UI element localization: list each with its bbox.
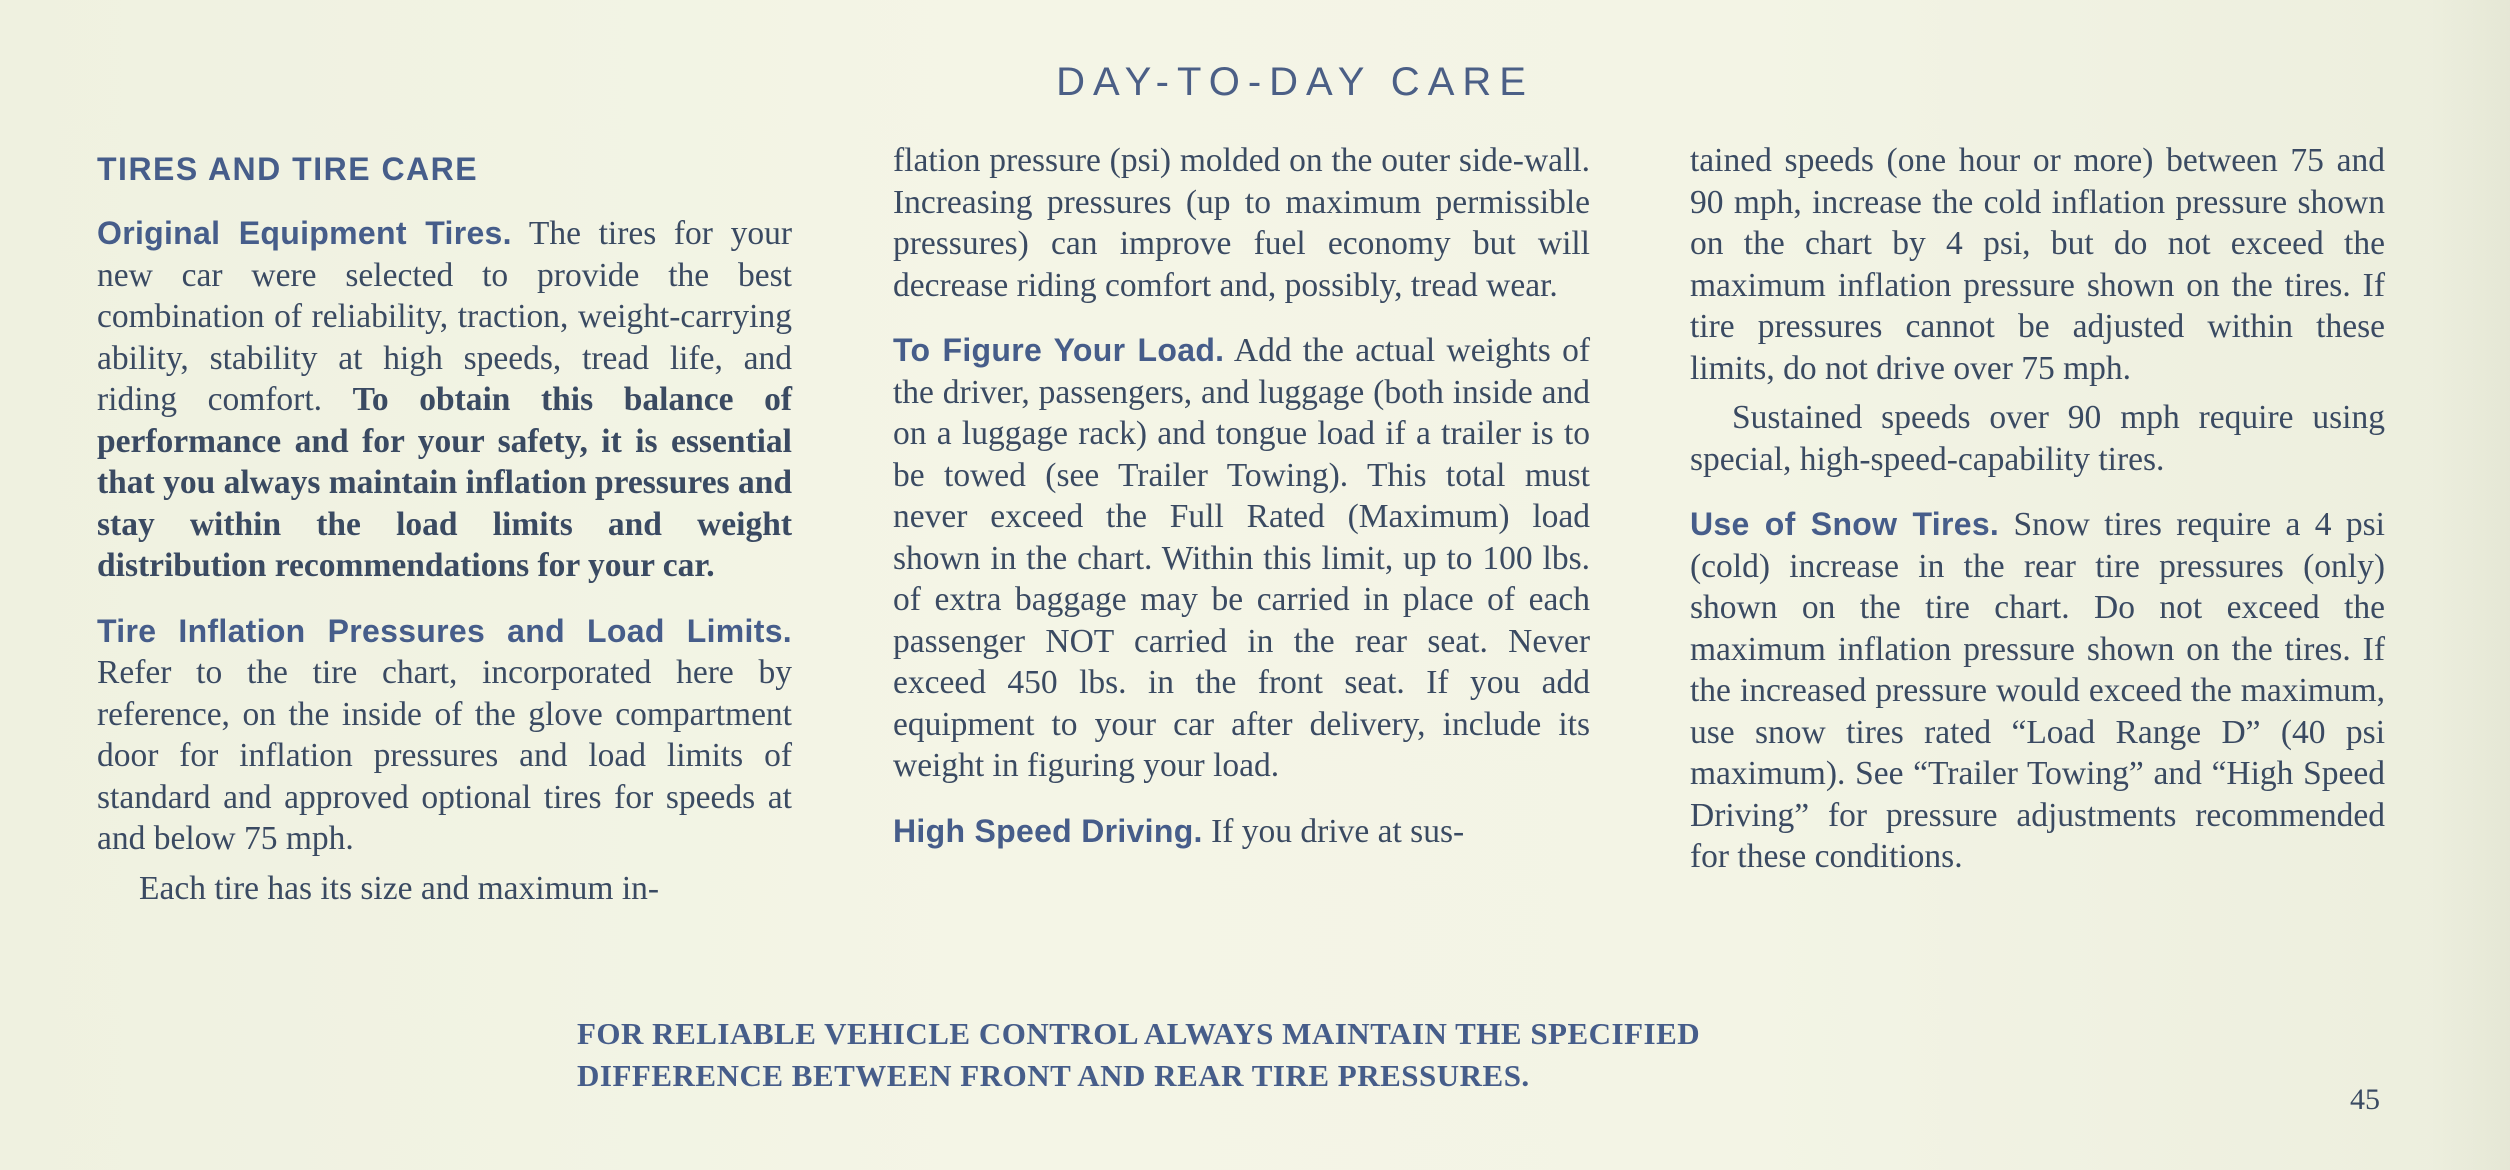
page-fold-shadow [2430,0,2510,1170]
run-in-heading: Original Equipment Tires. [97,215,512,251]
paragraph-text: Snow tires require a 4 psi (cold) increase in the rear tire pressures (only) shown on the tire chart. Do not exceed the maximum inflation pressure shown on the tires. If the increased pressure would exceed the maximum, use snow tires rated “Load Range D” (40 psi maximum). See “Trailer Towing” and “High Speed Driving” for pressure adjustments recommended for these conditions. [1690,506,2385,875]
page-title: DAY-TO-DAY CARE [1056,60,1534,104]
safety-emphasis-text: To obtain this balance of performance and for your safety, it is essential that you always maintain inflation pressures and stay within the load limits and weight distribution recommendations for your car. [97,381,792,584]
run-in-heading: High Speed Driving. [893,812,1203,849]
paragraph-original-equipment-tires [97,213,792,587]
paragraph-sustained-speeds: tained speeds (one hour or more) between 75 and 90 mph, increase the cold inflation pressure shown on the chart by 4 psi, but do not exceed the maximum inflation pressure shown on the tires. If tire pressures cannot be adjusted within these limits, do not drive over 75 mph. [1690,142,2385,387]
section-heading: TIRES AND TIRE CARE [97,151,479,187]
column-right [1690,140,2385,902]
paragraph-inflation-continued: flation pressure (psi) molded on the outer side-wall. Increasing pressures (up to maximum permissible pressures) can improve fuel economy but will decrease riding comfort and, possibly, tread wear. [893,142,1590,304]
paragraph-text: Refer to the tire chart, incorporated here by reference, on the inside of the glove compartment door for inflation pressures and load limits of standard and approved optional tires for speeds at and below 75 mph. [97,654,792,857]
paragraph-figure-your-load [893,330,1590,787]
safety-warning-line: DIFFERENCE BETWEEN FRONT AND REAR TIRE PRESSURES. [577,1058,1530,1093]
paragraph-high-speed-tires: Sustained speeds over 90 mph require using special, high-speed-capability tires. [1690,399,2385,478]
column-left [97,143,792,933]
run-in-heading: Tire Inflation Pressures and Load Limits. [97,612,792,649]
paragraph-inflation-pressures [97,611,792,860]
page-number: 45 [2350,1083,2380,1116]
column-middle [893,140,1590,876]
paragraph-text: Add the actual weights of the driver, passengers, and luggage (both inside and on a luggage rack) and tongue load if a trailer is to be towed (see Trailer Towing). This total must never exceed the Full Rated (Maximum) load shown in the chart. Within this limit, up to 100 lbs. of extra baggage may be carried in place of each passenger NOT carried in the rear seat. Never exceed 450 lbs. in the front seat. If you add equipment to your car after delivery, include its weight in figuring your load. [893,332,1590,784]
paragraph-snow-tires [1690,504,2385,878]
safety-warning-line: FOR RELIABLE VEHICLE CONTROL ALWAYS MAINTAIN THE SPECIFIED [577,1016,1701,1051]
run-in-heading: To Figure Your Load. [893,332,1225,368]
paragraph-text: If you drive at sus- [1202,812,1465,850]
run-in-heading: Use of Snow Tires. [1690,506,2000,542]
paragraph-size-and-pressure: Each tire has its size and maximum in- [139,869,660,907]
safety-warning [577,1013,1957,1097]
paragraph-text: The tires for your new car were selected to provide the best combination of reliability, traction, weight-carrying ability, stability at high speeds, tread life, and riding comfort. [97,215,793,418]
paragraph-high-speed-driving [893,811,1590,853]
